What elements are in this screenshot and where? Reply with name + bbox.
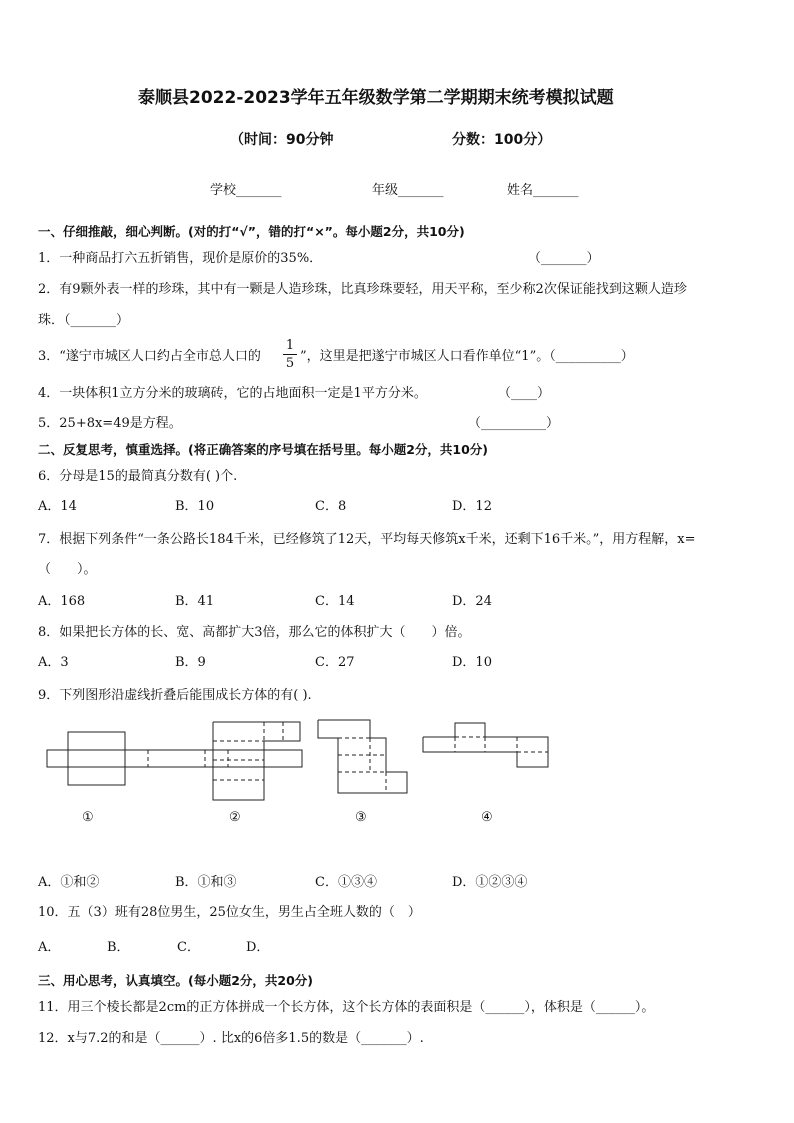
question-7-option-a: A．168 — [38, 594, 86, 609]
question-1-answer-blank: （_______） — [528, 251, 600, 266]
school-field: 学校_______ — [210, 183, 282, 198]
question-3-part2: ”，这里是把遂宁市城区人口看作单位“1”。（__________） — [300, 349, 634, 364]
page-title: 泰顺县2022-2023学年五年级数学第二学期期末统考模拟试题 — [138, 88, 614, 108]
fraction-denominator: 5 — [285, 356, 295, 371]
question-11: 11．用三个棱长都是2cm的正方体拼成一个长方体，这个长方体的表面积是（______），体积是（______）。 — [38, 1000, 655, 1015]
question-7-option-c: C．14 — [315, 594, 355, 609]
question-7-line2: （ ）。 — [38, 562, 97, 577]
question-4: 4．一块体积1立方分米的玻璃砖，它的占地面积一定是1平方分米。 — [38, 386, 427, 401]
section-1-heading: 一、仔细推敲，细心判断。(对的打“√”，错的打“×”。每小题2分，共10分) — [38, 224, 465, 239]
question-9-option-a: A．①和② — [38, 875, 100, 890]
question-1: 1．一种商品打六五折销售，现价是原价的35%． — [38, 251, 323, 266]
question-9-option-b: B．①和③ — [175, 875, 237, 890]
question-3-part1: 3．“遂宁市城区人口约占全市总人口的 — [38, 349, 261, 364]
question-2-line1: 2．有9颗外表一样的珍珠，其中有一颗是人造珍珠，比真珍珠要轻，用天平称，至少称2次保证能找到这颗人造珍 — [38, 282, 687, 297]
question-12: 12．x与7.2的和是（______）. 比x的6倍多1.5的数是（_______）. — [38, 1031, 424, 1046]
name-field: 姓名_______ — [507, 183, 579, 198]
question-7-option-b: B．41 — [175, 594, 215, 609]
question-8: 8．如果把长方体的长、宽、高都扩大3倍，那么它的体积扩大（ ）倍。 — [38, 625, 471, 640]
question-10-option-b: B． — [107, 940, 130, 955]
question-6-option-b: B．10 — [175, 499, 215, 514]
question-10-option-c: C． — [177, 940, 200, 955]
question-10-option-d: D． — [246, 940, 270, 955]
net-4 — [423, 723, 548, 767]
time-info: （时间：90分钟 — [230, 132, 334, 148]
question-6-option-d: D．12 — [452, 499, 492, 514]
grade-field: 年级_______ — [372, 183, 444, 198]
question-8-option-a: A．3 — [38, 655, 69, 670]
net-2-label: ② — [229, 810, 241, 825]
question-5-answer-blank: （__________） — [468, 416, 560, 431]
question-6-option-a: A．14 — [38, 499, 77, 514]
net-2 — [213, 722, 300, 800]
question-5: 5．25+8x=49是方程。 — [38, 416, 182, 431]
net-3 — [318, 720, 407, 793]
question-9: 9．下列图形沿虚线折叠后能围成长方体的有( ). — [38, 688, 312, 703]
net-4-label: ④ — [481, 810, 493, 825]
question-8-option-d: D．10 — [452, 655, 492, 670]
question-6: 6．分母是15的最简真分数有( )个. — [38, 469, 238, 484]
score-info: 分数：100分） — [452, 132, 552, 148]
question-7-option-d: D．24 — [452, 594, 492, 609]
question-6-option-c: C．8 — [315, 499, 347, 514]
question-2-line2: 珠．（_______） — [38, 313, 130, 328]
question-8-option-c: C．27 — [315, 655, 355, 670]
section-3-heading: 三、用心思考，认真填空。(每小题2分，共20分) — [38, 973, 314, 988]
net-3-label: ③ — [355, 810, 367, 825]
section-2-heading: 二、反复思考，慎重选择。(将正确答案的序号填在括号里。每小题2分，共10分) — [38, 442, 489, 457]
question-9-option-d: D．①②③④ — [452, 875, 528, 890]
fraction-numerator: 1 — [285, 338, 295, 353]
question-10-option-a: A． — [38, 940, 61, 955]
question-4-answer-blank: （____） — [498, 386, 551, 401]
question-8-option-b: B．9 — [175, 655, 206, 670]
question-10: 10．五（3）班有28位男生，25位女生，男生占全班人数的（ ） — [38, 905, 421, 920]
question-7-line1: 7．根据下列条件“一条公路长184千米，已经修筑了12天，平均每天修筑x千米，还剩下16千米。”，用方程解，x= — [38, 532, 696, 547]
net-1-label: ① — [82, 810, 94, 825]
question-9-option-c: C．①③④ — [315, 875, 377, 890]
